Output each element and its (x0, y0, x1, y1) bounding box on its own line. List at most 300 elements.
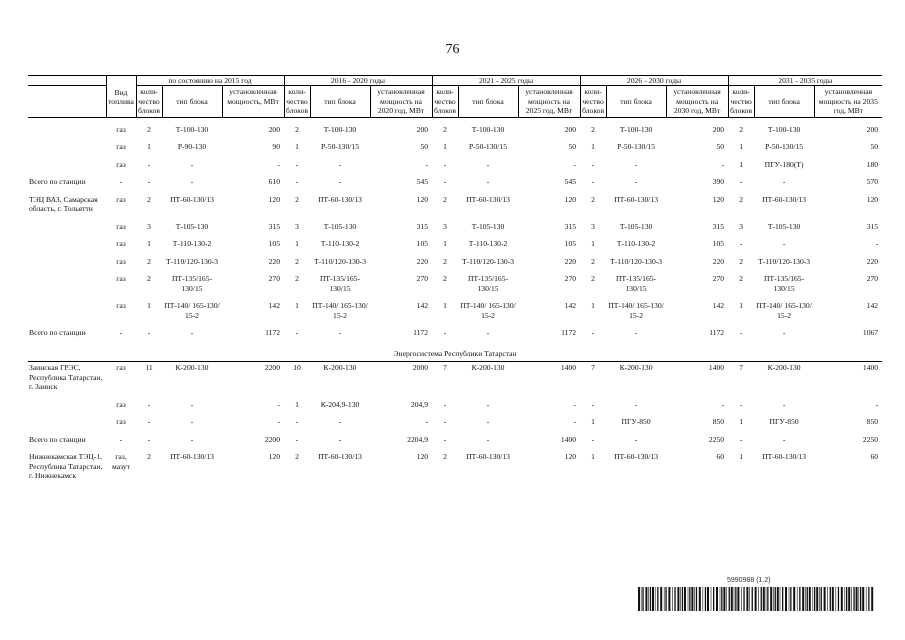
capacity-cell: - (277, 399, 280, 409)
unit-type-cell: - (190, 159, 194, 169)
table-row (28, 141, 882, 152)
capacity-cell: 120 (268, 452, 280, 462)
unit-type-cell: Т-105-130 (323, 221, 357, 231)
unit-type-cell: Т-105-130 (471, 221, 505, 231)
barcode-bar (862, 587, 864, 611)
table-row (28, 451, 882, 481)
unit-count-cell: - (147, 328, 151, 338)
barcode-bar (805, 587, 806, 611)
unit-type-cell: Т-100-130 (323, 124, 357, 134)
station-name: Всего по станции (29, 177, 86, 187)
barcode-bar (696, 587, 697, 611)
capacity-cell: 270 (866, 274, 879, 284)
capacity-header: установленная мощность на 2030 год, МВт (666, 86, 728, 117)
fuel-type-cell: газ (116, 417, 126, 427)
capacity-cell: 142 (564, 301, 577, 311)
unit-type-cell: ПТ-60-130/13 (466, 194, 510, 204)
unit-type-cell: К-200-130 (323, 363, 357, 373)
unit-count-cell: 2 (295, 124, 299, 134)
count-header: коли-чество блоков (728, 86, 754, 117)
unit-count-cell: - (443, 159, 447, 169)
capacity-cell: 220 (564, 256, 577, 266)
period-header: 2031 - 2035 годы (728, 76, 882, 86)
capacity-cell: 220 (712, 256, 725, 266)
barcode-bar (650, 587, 651, 611)
unit-type-cell: Р-50-130/15 (321, 142, 359, 152)
unit-count-cell: 2 (739, 274, 743, 284)
unit-count-cell: - (295, 417, 299, 427)
barcode-bar (664, 587, 665, 611)
capacity-header: установленная мощность на 2025 год, МВт (518, 86, 580, 117)
type-header: тип блока (458, 86, 518, 117)
unit-count-cell: 1 (147, 301, 151, 311)
unit-count-cell: 2 (147, 194, 151, 204)
count-header: коли-чество блоков (284, 86, 310, 117)
capacity-cell: 545 (564, 177, 577, 187)
capacity-cell: 315 (564, 221, 577, 231)
station-name: ТЭЦ ВАЗ, Самарская область, г. Тольятти (29, 194, 98, 214)
station-name (28, 141, 106, 152)
table-row (28, 159, 882, 170)
unit-count-cell: - (739, 239, 743, 249)
unit-count-cell: 1 (147, 239, 151, 249)
barcode-bar (735, 587, 736, 611)
capacity-cell: 1067 (862, 328, 879, 338)
barcode-bar (763, 587, 765, 611)
fuel-type-cell: газ (116, 363, 126, 373)
unit-type-cell: ПТ-135/165-130/15 (616, 274, 657, 293)
table-row (28, 416, 882, 427)
unit-count-cell: 2 (443, 256, 447, 266)
unit-count-cell: 2 (739, 124, 743, 134)
unit-count-cell: 2 (591, 256, 595, 266)
unit-count-cell: - (739, 328, 743, 338)
unit-type-cell: ПТ-135/165-130/15 (319, 274, 361, 293)
barcode-bar (807, 587, 808, 611)
unit-type-cell: Т-100-130 (767, 124, 801, 134)
table-body-tatarstan (28, 362, 882, 487)
barcode-bar (758, 587, 759, 611)
unit-count-cell: 2 (147, 452, 151, 462)
unit-count-cell: - (295, 434, 299, 444)
unit-type-cell: К-200-130 (619, 363, 653, 373)
capacity-cell: 120 (416, 194, 429, 204)
capacity-cell: 105 (564, 239, 577, 249)
capacity-cell: 220 (268, 256, 280, 266)
capacity-cell: - (425, 159, 429, 169)
corner-cell (28, 86, 106, 117)
unit-type-cell: - (634, 177, 638, 187)
capacity-cell: 1172 (265, 328, 280, 338)
unit-count-cell: - (147, 177, 151, 187)
barcode-bar (821, 587, 822, 611)
section-row-group (28, 345, 882, 362)
unit-count-cell: 2 (295, 256, 299, 266)
unit-type-cell: - (338, 159, 342, 169)
barcode-bar (871, 587, 873, 611)
barcode-bar (813, 587, 814, 611)
capacity-cell: 120 (564, 452, 577, 462)
unit-type-cell: - (782, 399, 786, 409)
unit-type-cell: Т-110/120-130-3 (758, 256, 811, 266)
unit-type-cell: - (634, 159, 638, 169)
barcode-bar (682, 587, 683, 611)
unit-type-cell: Т-100-130 (619, 124, 653, 134)
barcode-bar (707, 587, 709, 611)
capacity-cell: 220 (416, 256, 429, 266)
unit-count-cell: 2 (591, 124, 595, 134)
unit-count-cell: 7 (739, 363, 743, 373)
unit-type-cell: Т-105-130 (767, 221, 801, 231)
unit-count-cell: - (739, 434, 743, 444)
barcode-bar (836, 587, 837, 611)
unit-count-cell: 2 (295, 194, 299, 204)
table-row (28, 256, 882, 267)
unit-type-cell: ПТ-60-130/13 (466, 452, 510, 462)
capacity-cell: - (573, 399, 577, 409)
station-name: Заинская ГРЭС, Республика Татарстан, г. Заинск (29, 363, 103, 392)
barcode-bar (775, 587, 776, 611)
barcode-bar (755, 587, 757, 611)
unit-count-cell: - (739, 177, 743, 187)
unit-count-cell: 1 (739, 417, 743, 427)
barcode-bar (797, 587, 798, 611)
unit-count-cell: - (147, 399, 151, 409)
barcode-bar (777, 587, 779, 611)
unit-type-cell: ПТ-60-130/13 (762, 194, 807, 204)
unit-count-cell: 1 (739, 452, 743, 462)
unit-type-cell: Т-105-130 (175, 221, 209, 231)
unit-type-cell: ПТ-60-130/13 (762, 452, 807, 462)
barcode-bar (773, 587, 774, 611)
capacity-cell: 200 (416, 124, 429, 134)
unit-count-cell: 1 (739, 142, 743, 152)
unit-count-cell: 2 (739, 256, 743, 266)
barcode-bar (851, 587, 852, 611)
capacity-cell: 142 (268, 301, 280, 311)
capacity-cell: - (425, 417, 429, 427)
capacity-cell: - (721, 159, 725, 169)
barcode-bar (814, 587, 815, 611)
capacity-cell: 200 (268, 124, 280, 134)
barcode-bar (705, 587, 706, 611)
capacity-header: установленная мощность на 2035 год, МВт (814, 86, 882, 117)
barcode-bar (824, 587, 826, 611)
unit-count-cell: 1 (295, 399, 299, 409)
table-row (28, 434, 882, 445)
barcode-bar (868, 587, 869, 611)
unit-count-cell: 1 (591, 142, 595, 152)
unit-count-cell: 1 (591, 417, 595, 427)
unit-count-cell: 2 (591, 274, 595, 284)
unit-type-cell: - (486, 328, 490, 338)
type-header: тип блока (310, 86, 370, 117)
period-header: по состоянию на 2015 год (136, 76, 284, 86)
count-header: коли-чество блоков (136, 86, 162, 117)
fuel-type-cell: газ (116, 274, 126, 284)
barcode-bar (680, 587, 681, 611)
barcode-bar (711, 587, 712, 611)
unit-type-cell: - (338, 177, 342, 187)
capacity-cell: 50 (716, 142, 725, 152)
capacity-cell: 50 (420, 142, 429, 152)
station-name (28, 273, 106, 294)
barcode-bar (699, 587, 701, 611)
capacity-cell: 850 (866, 417, 879, 427)
unit-count-cell: - (591, 328, 595, 338)
barcode-bar (793, 587, 795, 611)
unit-type-cell: К-200-130 (471, 363, 505, 373)
unit-type-cell: - (190, 399, 194, 409)
capacity-cell: 220 (866, 256, 879, 266)
station-name: Всего по станции (29, 328, 86, 338)
fuel-type-cell: газ (116, 256, 126, 266)
barcode-bar (737, 587, 739, 611)
barcode-bar (716, 587, 718, 611)
barcode-bar (789, 587, 790, 611)
capacity-cell: - (875, 239, 879, 249)
barcode-bar (638, 587, 640, 611)
capacity-cell: - (721, 399, 725, 409)
unit-type-cell: ПТ-60-130/13 (614, 452, 658, 462)
barcode-bar (691, 587, 693, 611)
type-header: тип блока (162, 86, 222, 117)
capacity-cell: - (875, 399, 879, 409)
unit-count-cell: 1 (739, 301, 743, 311)
station-name (28, 256, 106, 267)
barcode-bar (694, 587, 695, 611)
unit-count-cell: 1 (443, 239, 447, 249)
barcode-bar (780, 587, 781, 611)
capacity-cell: 180 (866, 159, 879, 169)
fuel-type-cell: газ (116, 194, 126, 204)
capacity-cell: 2200 (264, 434, 280, 444)
corner-cell (28, 76, 106, 86)
unit-count-cell: 2 (147, 124, 151, 134)
unit-count-cell: 2 (443, 194, 447, 204)
capacity-cell: 204,9 (410, 399, 429, 409)
unit-type-cell: - (486, 434, 490, 444)
table-row (28, 124, 882, 135)
unit-count-cell: 7 (591, 363, 595, 373)
barcode-bar (845, 587, 846, 611)
unit-type-cell: К-200-130 (767, 363, 801, 373)
station-name (28, 221, 106, 232)
capacity-cell: 570 (866, 177, 879, 187)
unit-type-cell: ПГУ-850 (621, 417, 651, 427)
station-name (28, 399, 106, 410)
unit-type-cell: - (782, 177, 786, 187)
fuel-type-cell: газ (116, 301, 126, 311)
barcode-bar (721, 587, 722, 611)
unit-type-cell: ПТ-140/ 165-130/ 15-2 (312, 301, 368, 320)
capacity-cell: 200 (866, 124, 879, 134)
unit-type-cell: Т-110-130-2 (172, 239, 212, 249)
capacity-cell: 200 (712, 124, 725, 134)
capacity-cell: 142 (416, 301, 429, 311)
capacity-cell: 270 (268, 274, 280, 284)
barcode-bar (866, 587, 867, 611)
fuel-type-cell: газ (116, 124, 126, 134)
capacity-cell: 850 (712, 417, 725, 427)
unit-count-cell: - (147, 159, 151, 169)
unit-type-cell: - (190, 434, 194, 444)
fuel-type-cell: газ (116, 399, 126, 409)
unit-count-cell: - (443, 434, 447, 444)
capacity-cell: - (277, 159, 280, 169)
unit-type-cell: Т-110-130-2 (616, 239, 656, 249)
fuel-type-cell: - (119, 177, 123, 187)
unit-count-cell: - (147, 417, 151, 427)
unit-count-cell: 3 (739, 221, 743, 231)
capacity-cell: 105 (268, 239, 280, 249)
unit-count-cell: 2 (147, 256, 151, 266)
unit-type-cell: - (782, 328, 786, 338)
barcode-bar (859, 587, 860, 611)
unit-type-cell: Т-105-130 (619, 221, 653, 231)
barcode-bar (689, 587, 690, 611)
capacity-cell: 270 (416, 274, 429, 284)
unit-type-cell: ПТ-140/ 165-130/ 15-2 (756, 301, 812, 320)
capacity-cell: 315 (416, 221, 429, 231)
count-header: коли-чество блоков (580, 86, 606, 117)
unit-type-cell: ПТ-140/ 165-130/ 15-2 (608, 301, 664, 320)
capacity-cell: 1172 (709, 328, 725, 338)
unit-type-cell: Т-110/120-130-3 (610, 256, 663, 266)
unit-type-cell: - (782, 239, 786, 249)
barcode-bar (838, 587, 839, 611)
unit-type-cell: - (486, 417, 490, 427)
capacity-cell: 120 (866, 194, 879, 204)
barcode-bar (848, 587, 850, 611)
barcode-bar (802, 587, 804, 611)
barcode-bar (832, 587, 834, 611)
unit-type-cell: ПГУ-850 (769, 417, 799, 427)
unit-type-cell: - (338, 417, 342, 427)
unit-count-cell: - (591, 434, 595, 444)
unit-type-cell: ПТ-135/165-130/15 (467, 274, 509, 293)
barcode-bar (790, 587, 791, 611)
capacity-cell: 1400 (560, 434, 577, 444)
unit-type-cell: - (634, 434, 638, 444)
barcode-bar (729, 587, 730, 611)
unit-type-cell: - (338, 328, 342, 338)
capacity-cell: 315 (866, 221, 879, 231)
barcode-bar (641, 587, 642, 611)
unit-count-cell: 1 (295, 239, 299, 249)
barcode-bar (853, 587, 854, 611)
unit-count-cell: 3 (591, 221, 595, 231)
capacity-cell: 2000 (412, 363, 429, 373)
capacity-cell: 1400 (708, 363, 725, 373)
barcode-bar (660, 587, 662, 611)
capacity-cell: 2200 (264, 363, 280, 373)
unit-count-cell: 2 (295, 452, 299, 462)
barcode-bar (809, 587, 811, 611)
barcode-bar (761, 587, 762, 611)
table-row (28, 399, 882, 410)
unit-type-cell: ПТ-60-130/13 (170, 194, 214, 204)
fuel-type-cell: - (119, 434, 123, 444)
unit-type-cell: - (782, 434, 786, 444)
station-name: Нижнекамская ТЭЦ-1, Республика Татарстан, г. Нижнекамск (29, 452, 103, 481)
barcode-bar (723, 587, 725, 611)
unit-type-cell: ПТ-135/165-130/15 (764, 274, 805, 293)
barcode-bar (749, 587, 750, 611)
unit-type-cell: Т-100-130 (471, 124, 505, 134)
barcode-bar (799, 587, 800, 611)
unit-type-cell: Т-110/120-130-3 (462, 256, 515, 266)
unit-type-cell: Р-50-130/15 (765, 142, 804, 152)
power-plants-table (28, 75, 882, 488)
unit-type-cell: ПТ-135/165-130/15 (171, 274, 213, 293)
capacity-cell: 120 (564, 194, 577, 204)
barcode-bar (766, 587, 767, 611)
unit-count-cell: 1 (591, 239, 595, 249)
table-row (28, 300, 882, 321)
station-name: Всего по станции (29, 434, 86, 444)
unit-count-cell: 2 (443, 124, 447, 134)
unit-type-cell: - (634, 399, 638, 409)
unit-type-cell: К-200-130 (175, 363, 209, 373)
capacity-cell: 120 (712, 194, 725, 204)
unit-type-cell: - (338, 434, 342, 444)
fuel-type-cell: газ (116, 159, 126, 169)
unit-type-cell: К-204,9-130 (320, 399, 360, 409)
unit-count-cell: - (443, 417, 447, 427)
table-row (28, 238, 882, 249)
barcode-bar (856, 587, 858, 611)
unit-count-cell: 1 (443, 142, 447, 152)
capacity-cell: - (573, 417, 577, 427)
unit-type-cell: ПТ-60-130/13 (614, 194, 658, 204)
capacity-cell: 90 (272, 142, 280, 152)
barcode-bar (846, 587, 847, 611)
barcode-bar (677, 587, 679, 611)
station-name (28, 300, 106, 321)
station-name (28, 124, 106, 135)
capacity-cell: 545 (416, 177, 429, 187)
type-header: тип блока (606, 86, 666, 117)
unit-count-cell: - (591, 159, 595, 169)
type-header: тип блока (754, 86, 814, 117)
capacity-cell: 142 (866, 301, 879, 311)
unit-count-cell: - (443, 328, 447, 338)
table-row (28, 327, 882, 338)
unit-count-cell: 1 (295, 142, 299, 152)
station-name (28, 159, 106, 170)
barcode-bar (770, 587, 772, 611)
barcode-bar (657, 587, 658, 611)
unit-type-cell: Т-110-130-2 (468, 239, 508, 249)
capacity-cell: - (573, 159, 577, 169)
unit-count-cell: - (591, 177, 595, 187)
unit-type-cell: ПГУ-180(Т) (764, 159, 804, 169)
unit-type-cell: - (190, 417, 194, 427)
barcode-bar (720, 587, 721, 611)
unit-type-cell: Р-50-130/15 (469, 142, 508, 152)
unit-count-cell: 1 (295, 301, 299, 311)
barcode (638, 587, 876, 611)
period-header: 2016 - 2020 годы (284, 76, 432, 86)
page-number: 76 (445, 42, 460, 57)
unit-type-cell: - (634, 328, 638, 338)
barcode-bar (741, 587, 742, 611)
barcode-bar (734, 587, 735, 611)
unit-count-cell: - (147, 434, 151, 444)
barcode-bar (665, 587, 666, 611)
station-name (28, 238, 106, 249)
